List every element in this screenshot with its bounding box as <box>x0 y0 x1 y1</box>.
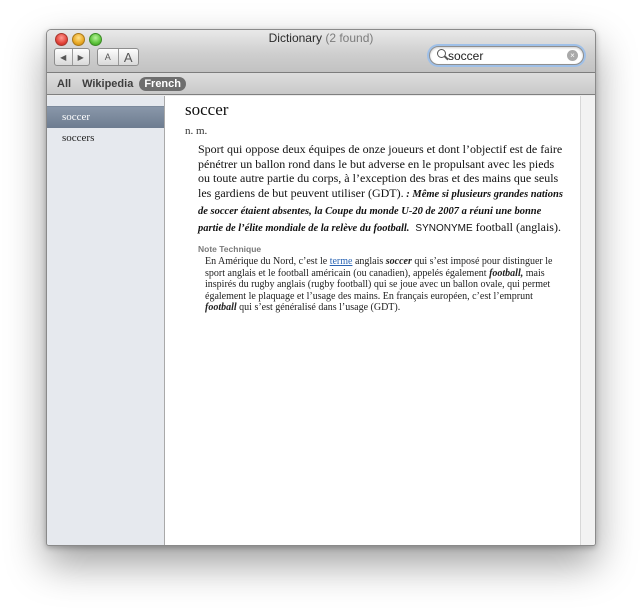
title-bar <box>47 30 595 73</box>
results-sidebar <box>47 96 165 545</box>
scope-wikipedia[interactable]: Wikipedia <box>82 77 134 90</box>
entry-headword: soccer <box>185 100 229 119</box>
note-text-5: qui s’est généralisé dans l’usage (GDT). <box>236 302 401 314</box>
definition-text <box>198 142 565 236</box>
window-title <box>47 31 595 45</box>
note-emphasis-football-2: football <box>205 302 237 314</box>
part-of-speech: n. m. <box>185 125 208 137</box>
search-field[interactable] <box>429 46 584 65</box>
technical-note-title: Note Technique <box>198 244 262 254</box>
font-size-control <box>97 48 139 66</box>
navigation-control <box>54 48 90 66</box>
smaller-font-button[interactable]: A <box>104 52 111 62</box>
usage-example: : Même si plusieurs grandes nations de soccer étaient absentes, la Coupe du monde U-20 de 2007 a réuni une bonne partie de l’élite mondiale de la relève du football. <box>198 189 563 234</box>
forward-button[interactable]: ▶ <box>72 49 90 65</box>
note-emphasis-football: football, <box>489 267 524 279</box>
larger-font-button[interactable]: A <box>118 49 139 65</box>
dictionary-scope-bar <box>47 73 595 95</box>
search-input[interactable] <box>448 48 558 63</box>
synonym-label: SYNONYME <box>415 222 473 234</box>
result-count: (2 found) <box>325 31 374 45</box>
result-item-soccer[interactable]: soccer <box>47 106 164 128</box>
note-emphasis-soccer: soccer <box>385 256 412 267</box>
note-text-4: mais inspirés du rugby anglais (rugby football) qui se joue avec un ballon ovale, qui permet également le plaquage et l’usage des mains. En français européen, c’est l’emprunt <box>205 267 551 302</box>
definition-body: Sport qui oppose deux équipes de onze joueurs et dont l’objectif est de faire pénétrer un ballon rond dans le but adverse en le propulsant avec les pieds ou toute autre partie du corps, à l’exception des bras et des mains que seuls les gardiens de but peuvent utiliser (GDT). <box>198 142 563 201</box>
clear-search-icon[interactable]: × <box>567 50 578 61</box>
dictionary-window <box>46 29 596 546</box>
vertical-scrollbar[interactable] <box>580 96 595 545</box>
search-icon <box>437 49 446 58</box>
window-title-text: Dictionary <box>268 31 322 45</box>
definition-pane <box>165 96 581 545</box>
note-text-3: qui s’est imposé pour distinguer le sport anglais et le football américain (ou canadien), appelés également <box>205 256 553 279</box>
note-text-2: anglais <box>352 256 386 267</box>
technical-note-text <box>205 256 565 314</box>
result-item-soccers[interactable]: soccers <box>62 132 95 144</box>
synonym-value: football (anglais). <box>475 219 561 234</box>
terme-link[interactable]: terme <box>329 256 353 267</box>
note-text-1: En Amérique du Nord, c’est le <box>205 256 330 267</box>
scope-all[interactable]: All <box>57 77 72 90</box>
scope-french[interactable]: French <box>139 77 186 91</box>
back-button[interactable]: ◀ <box>60 52 67 62</box>
